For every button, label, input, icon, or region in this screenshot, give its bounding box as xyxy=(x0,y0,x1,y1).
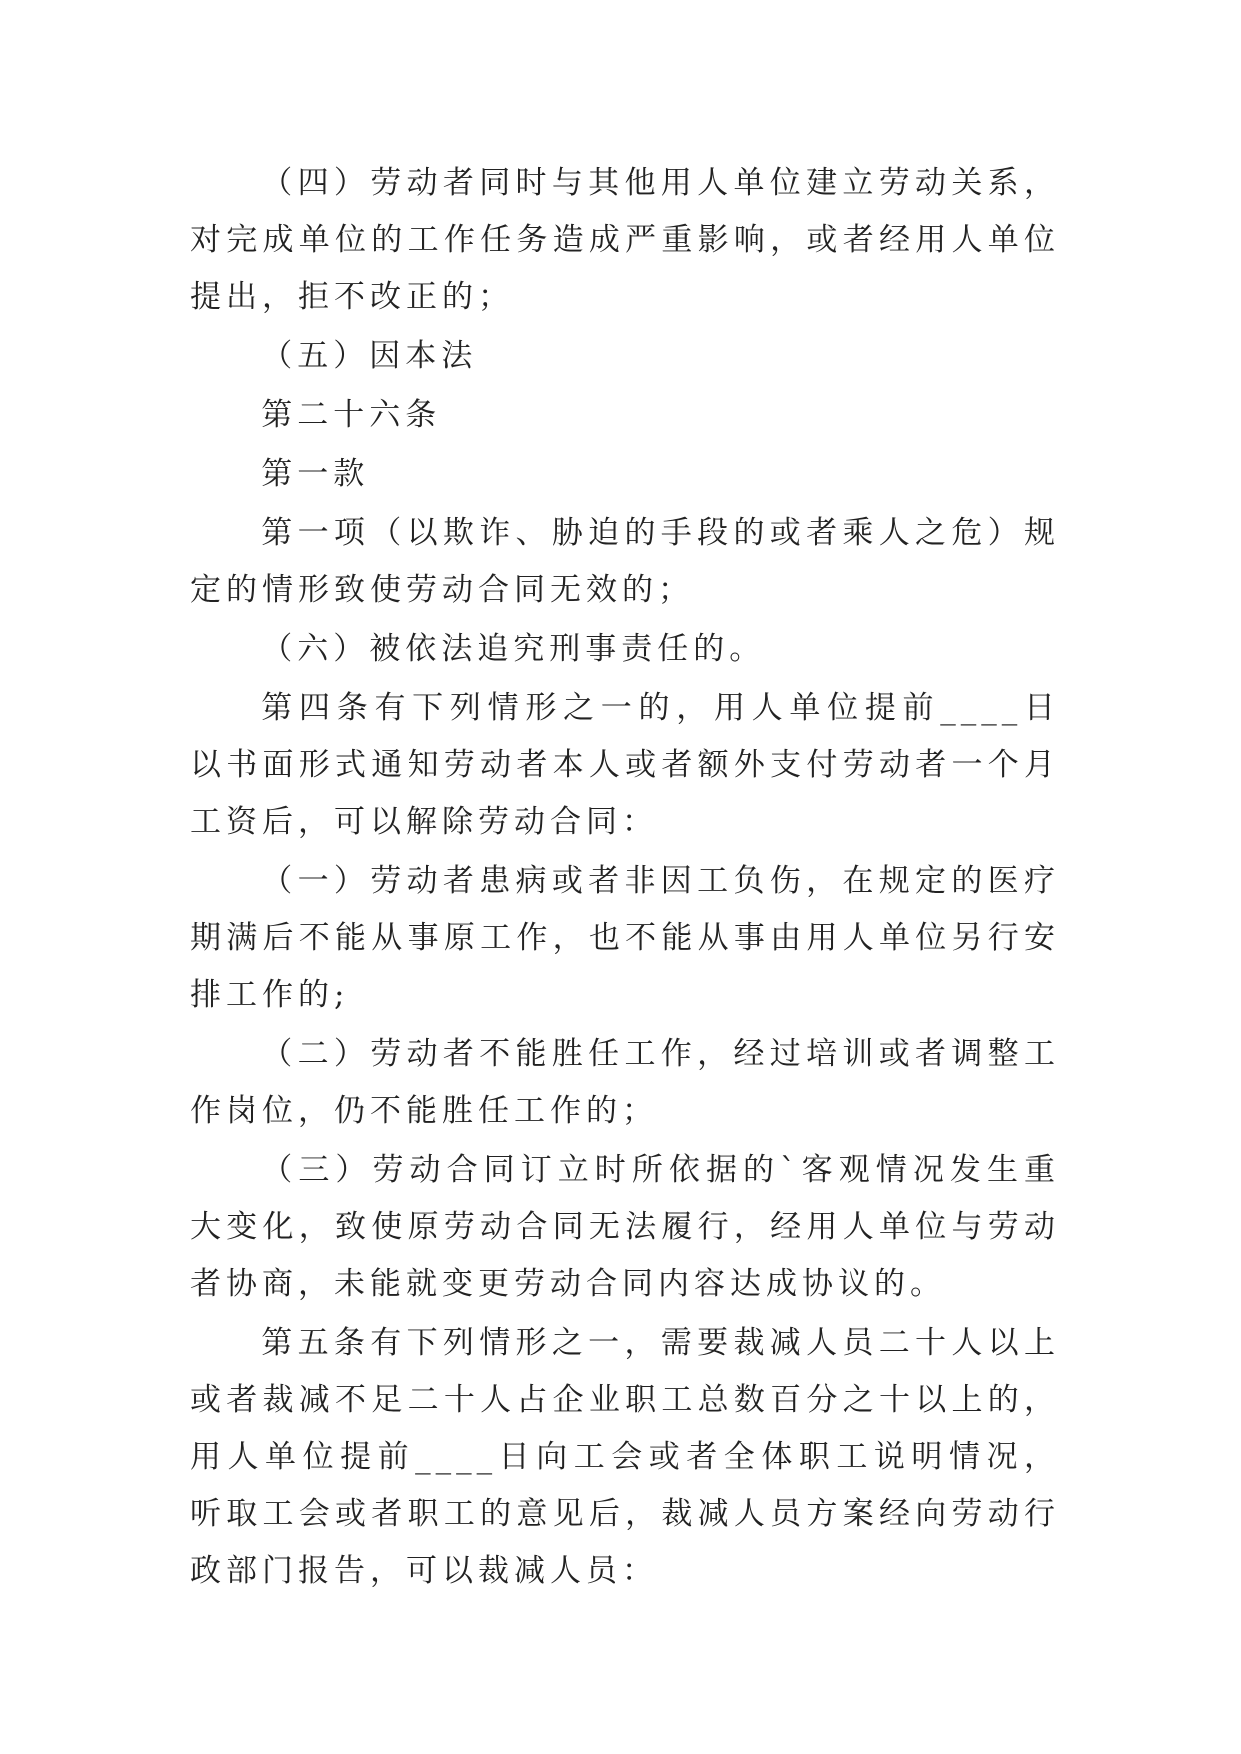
paragraph-article-5: 第五条有下列情形之一，需要裁减人员二十人以上或者裁减不足二十人占企业职工总数百分之十以上的，用人单位提前____日向工会或者全体职工说明情况，听取工会或者职工的意见后，裁减人员方案经向劳动行政部门报告，可以裁减人员： xyxy=(190,1325,1060,1589)
paragraph-article-4-clause-3: （三）劳动合同订立时所依据的`客观情况发生重大变化，致使原劳动合同无法履行，经用人单位与劳动者协商，未能就变更劳动合同内容达成协议的。 xyxy=(190,1152,1060,1302)
document-body xyxy=(190,155,1060,1600)
paragraph-clause-4: （四）劳动者同时与其他用人单位建立劳动关系，对完成单位的工作任务造成严重影响，或者经用人单位提出，拒不改正的； xyxy=(190,165,1060,315)
paragraph-item-1: 第一项（以欺诈、胁迫的手段的或者乘人之危）规定的情形致使劳动合同无效的； xyxy=(190,515,1060,608)
paragraph-clause-5: （五）因本法 xyxy=(261,338,478,374)
paragraph-section-1: 第一款 xyxy=(261,456,370,492)
paragraph-article-26: 第二十六条 xyxy=(261,397,442,433)
paragraph-clause-6: （六）被依法追究刑事责任的。 xyxy=(261,631,766,667)
paragraph-article-4-clause-2: （二）劳动者不能胜任工作，经过培训或者调整工作岗位，仍不能胜任工作的； xyxy=(190,1036,1060,1129)
paragraph-article-4-clause-1: （一）劳动者患病或者非因工负伤，在规定的医疗期满后不能从事原工作，也不能从事由用人单位另行安排工作的; xyxy=(190,863,1060,1013)
paragraph-article-4: 第四条有下列情形之一的，用人单位提前____日以书面形式通知劳动者本人或者额外支付劳动者一个月工资后，可以解除劳动合同： xyxy=(190,690,1060,840)
